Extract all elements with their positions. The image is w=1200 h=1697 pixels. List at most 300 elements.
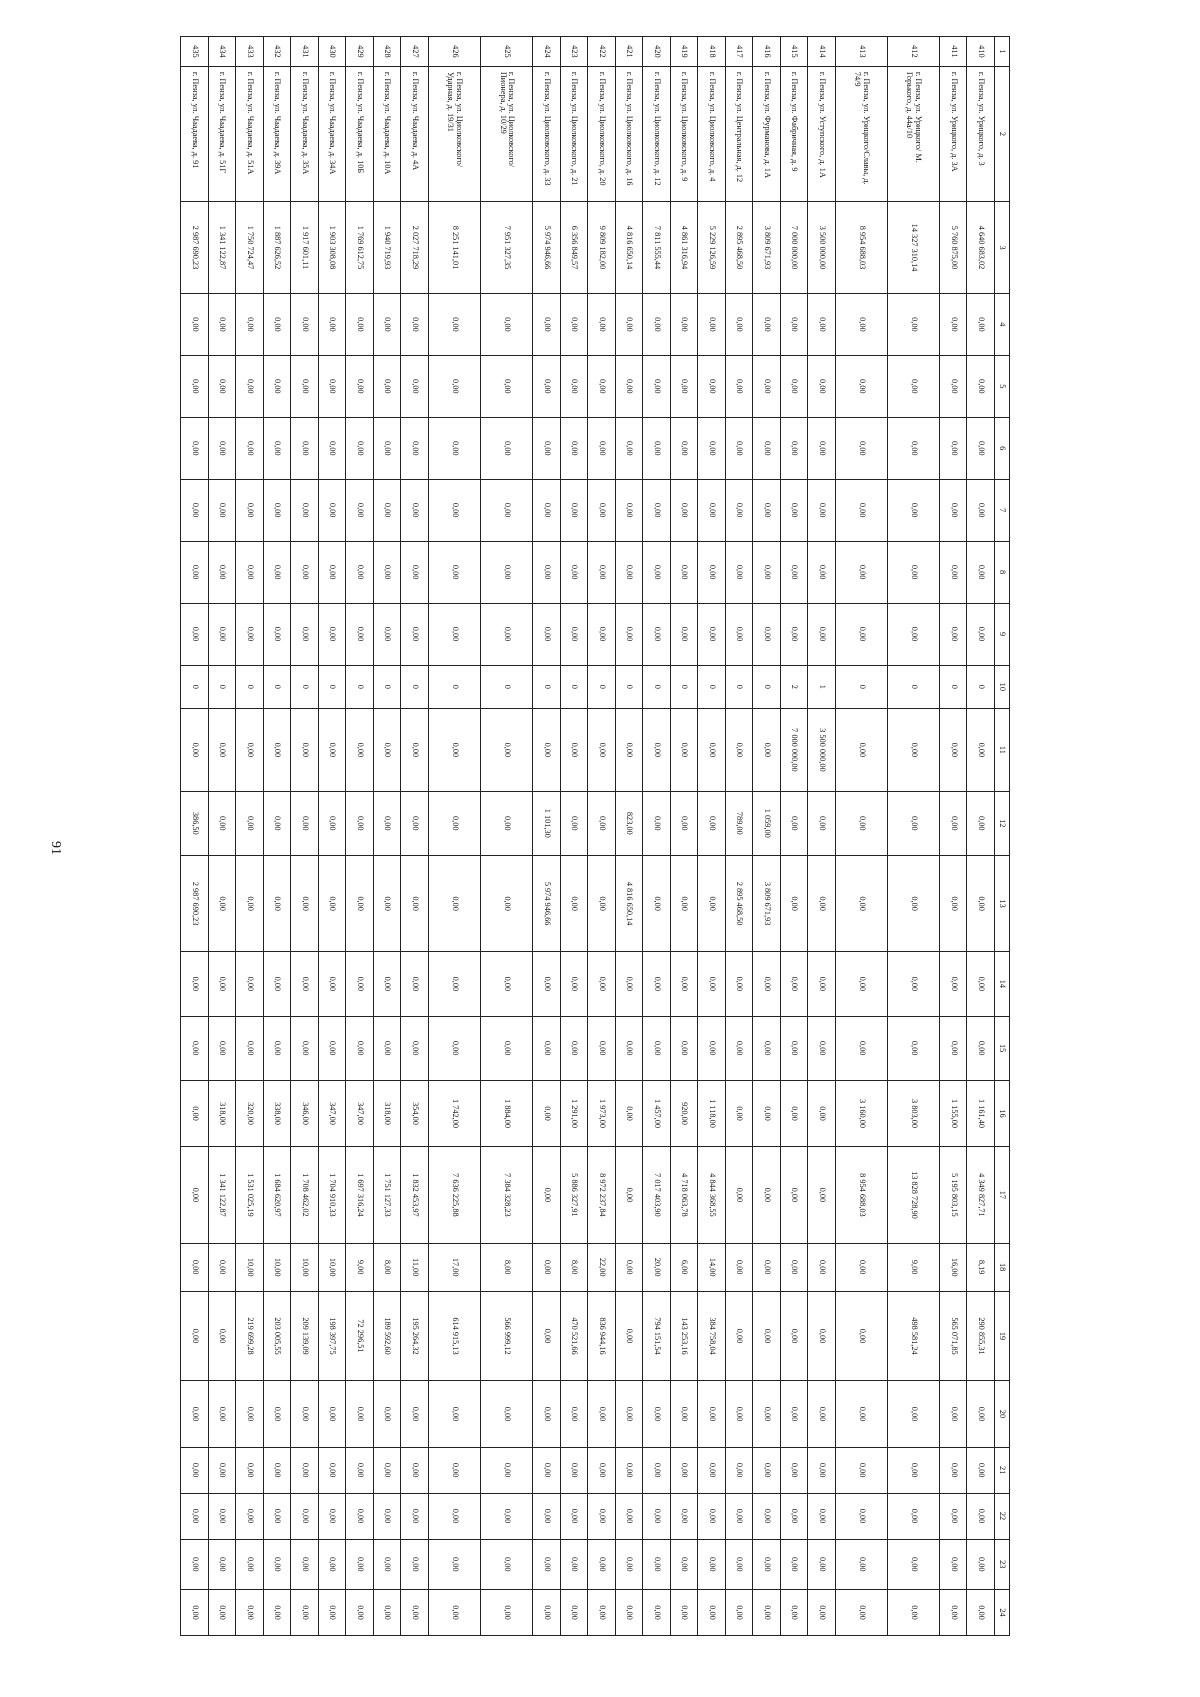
row-number-cell: 429 — [346, 37, 374, 67]
value-cell: 0,00 — [401, 1589, 429, 1635]
value-cell: 1 118,00 — [698, 1080, 726, 1147]
value-cell: 0,00 — [698, 952, 726, 1016]
value-cell: 0,00 — [698, 293, 726, 355]
value-cell: 0,00 — [346, 541, 374, 603]
value-cell: 0 — [428, 665, 480, 709]
value-cell: 0,00 — [263, 417, 291, 479]
value-cell: 0,00 — [236, 355, 264, 417]
value-cell: 0,00 — [835, 355, 887, 417]
value-cell: 0,00 — [835, 1539, 887, 1589]
value-cell: 0,00 — [967, 855, 995, 951]
value-cell: 1 704 910,33 — [318, 1147, 346, 1243]
address-cell: г. Пенза, ул. Фабричная, д. 9 — [780, 66, 808, 201]
value-cell: 0,00 — [208, 1291, 236, 1380]
column-header: 5 — [995, 355, 1010, 417]
value-cell: 0,00 — [753, 1539, 781, 1589]
value-cell: 10,00 — [318, 1243, 346, 1291]
value-cell: 0,00 — [940, 417, 968, 479]
value-cell: 1 917 601,11 — [291, 202, 319, 294]
value-cell: 0,00 — [780, 541, 808, 603]
value-cell: 0,00 — [263, 293, 291, 355]
value-cell: 0,00 — [373, 1381, 401, 1448]
value-cell: 0,00 — [480, 1589, 532, 1635]
value-cell: 0,00 — [725, 1243, 753, 1291]
column-header: 18 — [995, 1243, 1010, 1291]
value-cell: 20,00 — [643, 1243, 671, 1291]
value-cell: 0,00 — [588, 541, 616, 603]
value-cell: 5 974 946,66 — [533, 855, 561, 951]
value-cell: 0,00 — [753, 1381, 781, 1448]
address-cell: г. Пенза, ул. Циолковского/ Ударная, д. 19/31 — [428, 66, 480, 201]
value-cell: 0 — [373, 665, 401, 709]
value-cell: 0,00 — [480, 791, 532, 855]
column-header: 22 — [995, 1493, 1010, 1539]
value-cell: 565 071,85 — [940, 1291, 968, 1380]
value-cell: 0,00 — [753, 1243, 781, 1291]
value-cell: 0,00 — [533, 1589, 561, 1635]
value-cell: 0,00 — [808, 1016, 836, 1080]
value-cell: 0,00 — [780, 952, 808, 1016]
value-cell: 0,00 — [615, 1080, 643, 1147]
value-cell: 4 844 368,55 — [698, 1147, 726, 1243]
value-cell: 0,00 — [643, 855, 671, 951]
value-cell: 0,00 — [346, 1381, 374, 1448]
value-cell: 0,00 — [480, 855, 532, 951]
value-cell: 0,00 — [725, 541, 753, 603]
value-cell: 4 816 650,14 — [615, 202, 643, 294]
value-cell: 0,00 — [428, 791, 480, 855]
table-row — [780, 37, 808, 1636]
table-row — [670, 37, 698, 1636]
value-cell: 0,00 — [318, 479, 346, 541]
value-cell: 0,00 — [208, 293, 236, 355]
value-cell: 0 — [480, 665, 532, 709]
address-cell: г. Пенза, ул. Циолковского, д. 12 — [643, 66, 671, 201]
value-cell: 1 751 127,33 — [373, 1147, 401, 1243]
value-cell: 0,00 — [291, 1589, 319, 1635]
value-cell: 0,00 — [480, 1381, 532, 1448]
value-cell: 0,00 — [808, 417, 836, 479]
address-cell: г. Пенза, ул. Урицкого, д. 3А — [940, 66, 968, 201]
value-cell: 0,00 — [808, 1589, 836, 1635]
value-cell: 318,00 — [373, 1080, 401, 1147]
value-cell: 0,00 — [373, 293, 401, 355]
value-cell: 0,00 — [780, 293, 808, 355]
value-cell: 0,00 — [588, 709, 616, 792]
row-number-cell: 417 — [725, 37, 753, 67]
value-cell: 0 — [835, 665, 887, 709]
row-number-cell: 418 — [698, 37, 726, 67]
value-cell: 0,00 — [181, 1243, 209, 1291]
value-cell: 1 161,40 — [967, 1080, 995, 1147]
value-cell: 0,00 — [588, 1016, 616, 1080]
value-cell: 0,00 — [236, 1447, 264, 1493]
value-cell: 0,00 — [643, 1381, 671, 1448]
value-cell: 0,00 — [887, 479, 939, 541]
value-cell: 0,00 — [346, 791, 374, 855]
value-cell: 0,00 — [263, 479, 291, 541]
value-cell: 0,00 — [560, 1493, 588, 1539]
value-cell: 0,00 — [560, 417, 588, 479]
value-cell: 0,00 — [835, 1016, 887, 1080]
value-cell: 0 — [670, 665, 698, 709]
value-cell: 0,00 — [887, 1381, 939, 1448]
value-cell: 0 — [588, 665, 616, 709]
value-cell: 203 005,55 — [263, 1291, 291, 1380]
value-cell: 1 742,00 — [428, 1080, 480, 1147]
value-cell: 0,00 — [533, 1447, 561, 1493]
value-cell: 0,00 — [236, 541, 264, 603]
value-cell: 143 253,16 — [670, 1291, 698, 1380]
value-cell: 0,00 — [480, 355, 532, 417]
value-cell: 0,00 — [940, 293, 968, 355]
value-cell: 0,00 — [588, 1381, 616, 1448]
value-cell: 0,00 — [780, 1493, 808, 1539]
value-cell: 0,00 — [373, 791, 401, 855]
value-cell: 7 000 000,00 — [780, 709, 808, 792]
value-cell: 0,00 — [318, 1539, 346, 1589]
value-cell: 0,00 — [428, 855, 480, 951]
value-cell: 0,00 — [698, 355, 726, 417]
value-cell: 0,00 — [236, 709, 264, 792]
value-cell: 0,00 — [428, 1016, 480, 1080]
value-cell: 0,00 — [615, 1539, 643, 1589]
address-cell: г. Пенза, ул. Циолковского, д. 4 — [698, 66, 726, 201]
column-header: 11 — [995, 709, 1010, 792]
value-cell: 0,00 — [643, 1493, 671, 1539]
value-cell: 0,00 — [940, 1493, 968, 1539]
value-cell: 0,00 — [401, 952, 429, 1016]
value-cell: 0,00 — [615, 952, 643, 1016]
value-cell: 0,00 — [670, 293, 698, 355]
value-cell: 823,00 — [615, 791, 643, 855]
value-cell: 0,00 — [780, 1381, 808, 1448]
value-cell: 0,00 — [208, 952, 236, 1016]
table-body — [181, 37, 995, 1636]
value-cell: 0,00 — [808, 1539, 836, 1589]
value-cell: 0,00 — [887, 603, 939, 665]
value-cell: 0,00 — [780, 1447, 808, 1493]
value-cell: 0,00 — [346, 1539, 374, 1589]
value-cell: 0,00 — [615, 355, 643, 417]
value-cell: 1 341 122,87 — [208, 202, 236, 294]
value-cell: 0,00 — [835, 479, 887, 541]
value-cell: 0,00 — [318, 709, 346, 792]
address-cell: г. Пенза, ул. Циолковского, д. 9 — [670, 66, 698, 201]
row-number-cell: 424 — [533, 37, 561, 67]
table-row — [428, 37, 480, 1636]
value-cell: 0,00 — [263, 541, 291, 603]
column-header: 12 — [995, 791, 1010, 855]
value-cell: 0,00 — [373, 355, 401, 417]
value-cell: 7 000 000,00 — [780, 202, 808, 294]
value-cell: 0 — [346, 665, 374, 709]
value-cell: 0,00 — [428, 1493, 480, 1539]
value-cell: 0 — [643, 665, 671, 709]
value-cell: 0,00 — [780, 479, 808, 541]
value-cell: 0,00 — [346, 952, 374, 1016]
value-cell: 0,00 — [428, 541, 480, 603]
value-cell: 10,00 — [236, 1243, 264, 1291]
value-cell: 0,00 — [588, 479, 616, 541]
value-cell: 0,00 — [808, 855, 836, 951]
value-cell: 789,00 — [725, 791, 753, 855]
value-cell: 0,00 — [615, 479, 643, 541]
value-cell: 0,00 — [588, 1493, 616, 1539]
value-cell: 0,00 — [887, 709, 939, 792]
value-cell: 0,00 — [615, 1243, 643, 1291]
value-cell: 14,00 — [698, 1243, 726, 1291]
value-cell: 0,00 — [373, 952, 401, 1016]
value-cell: 0,00 — [808, 1147, 836, 1243]
value-cell: 0,00 — [560, 1589, 588, 1635]
value-cell: 0,00 — [318, 1447, 346, 1493]
row-number-cell: 413 — [835, 37, 887, 67]
value-cell: 0 — [401, 665, 429, 709]
value-cell: 0,00 — [670, 417, 698, 479]
value-cell: 2 987 690,23 — [181, 855, 209, 951]
value-cell: 0,00 — [373, 1589, 401, 1635]
value-cell: 0,00 — [808, 603, 836, 665]
value-cell: 354,00 — [401, 1080, 429, 1147]
value-cell: 0,00 — [780, 1080, 808, 1147]
value-cell: 0,00 — [808, 1291, 836, 1380]
row-number-cell: 435 — [181, 37, 209, 67]
value-cell: 0,00 — [560, 709, 588, 792]
value-cell: 0,00 — [208, 479, 236, 541]
value-cell: 0,00 — [753, 1016, 781, 1080]
value-cell: 0,00 — [533, 1147, 561, 1243]
value-cell: 0,00 — [615, 1589, 643, 1635]
value-cell: 0,00 — [263, 1539, 291, 1589]
row-number-cell: 433 — [236, 37, 264, 67]
value-cell: 0,00 — [533, 603, 561, 665]
address-cell: г. Пенза, ул. Чаадаева, д. 4А — [401, 66, 429, 201]
value-cell: 0,00 — [887, 355, 939, 417]
value-cell: 0,00 — [263, 1447, 291, 1493]
value-cell: 0,00 — [480, 293, 532, 355]
value-cell: 0,00 — [401, 1381, 429, 1448]
address-cell: г. Пенза, ул. Циолковского, д. 20 — [588, 66, 616, 201]
value-cell: 0,00 — [670, 1447, 698, 1493]
value-cell: 22,00 — [588, 1243, 616, 1291]
value-cell: 0,00 — [291, 1493, 319, 1539]
row-number-cell: 432 — [263, 37, 291, 67]
value-cell: 0,00 — [940, 709, 968, 792]
value-cell: 0,00 — [753, 709, 781, 792]
value-cell: 0,00 — [318, 541, 346, 603]
value-cell: 0,00 — [643, 1016, 671, 1080]
value-cell: 0,00 — [725, 1447, 753, 1493]
repair-cost-table — [180, 36, 1010, 1636]
value-cell: 0,00 — [428, 417, 480, 479]
value-cell: 0,00 — [560, 479, 588, 541]
row-number-cell: 430 — [318, 37, 346, 67]
table-row — [940, 37, 968, 1636]
value-cell: 0,00 — [480, 1539, 532, 1589]
value-cell: 0,00 — [725, 1589, 753, 1635]
value-cell: 0,00 — [533, 479, 561, 541]
value-cell: 0,00 — [698, 709, 726, 792]
value-cell: 0,00 — [236, 952, 264, 1016]
value-cell: 4 349 827,71 — [967, 1147, 995, 1243]
value-cell: 794 151,54 — [643, 1291, 671, 1380]
value-cell: 0,00 — [753, 603, 781, 665]
value-cell: 0,00 — [346, 355, 374, 417]
value-cell: 0,00 — [615, 1493, 643, 1539]
value-cell: 8 954 688,03 — [835, 202, 887, 294]
value-cell: 1 457,00 — [643, 1080, 671, 1147]
value-cell: 0,00 — [967, 355, 995, 417]
row-number-cell: 422 — [588, 37, 616, 67]
value-cell: 0,00 — [181, 1080, 209, 1147]
value-cell: 0,00 — [615, 1381, 643, 1448]
value-cell: 1 531 025,19 — [236, 1147, 264, 1243]
value-cell: 0,00 — [401, 603, 429, 665]
value-cell: 0,00 — [401, 1016, 429, 1080]
value-cell: 384 758,04 — [698, 1291, 726, 1380]
value-cell: 0,00 — [670, 952, 698, 1016]
value-cell: 0,00 — [428, 1381, 480, 1448]
value-cell: 0,00 — [588, 1589, 616, 1635]
value-cell: 0,00 — [753, 1589, 781, 1635]
value-cell: 0,00 — [940, 791, 968, 855]
value-cell: 0,00 — [780, 1291, 808, 1380]
column-header: 4 — [995, 293, 1010, 355]
value-cell: 0,00 — [428, 479, 480, 541]
value-cell: 0,00 — [236, 791, 264, 855]
value-cell: 0,00 — [835, 293, 887, 355]
address-cell: г. Пенза, ул. Урицкого/ М. Горького, д. 44а/10 — [887, 66, 939, 201]
value-cell: 0,00 — [373, 541, 401, 603]
value-cell: 0,00 — [835, 1291, 887, 1380]
value-cell: 0,00 — [291, 952, 319, 1016]
value-cell: 0,00 — [887, 952, 939, 1016]
value-cell: 0 — [533, 665, 561, 709]
table-row — [588, 37, 616, 1636]
value-cell: 0,00 — [560, 1016, 588, 1080]
value-cell: 0,00 — [318, 791, 346, 855]
table-row — [263, 37, 291, 1636]
row-number-cell: 411 — [940, 37, 968, 67]
value-cell: 0,00 — [808, 1381, 836, 1448]
value-cell: 0,00 — [480, 1493, 532, 1539]
value-cell: 1 750 724,47 — [236, 202, 264, 294]
value-cell: 0,00 — [346, 293, 374, 355]
value-cell: 0 — [887, 665, 939, 709]
value-cell: 0,00 — [940, 541, 968, 603]
value-cell: 0,00 — [940, 355, 968, 417]
value-cell: 0,00 — [887, 855, 939, 951]
value-cell: 0,00 — [670, 1381, 698, 1448]
value-cell: 0,00 — [263, 855, 291, 951]
rotated-table-container — [180, 36, 1010, 1636]
value-cell: 0,00 — [780, 1539, 808, 1589]
value-cell: 0 — [181, 665, 209, 709]
value-cell: 0,00 — [560, 603, 588, 665]
column-header: 2 — [995, 66, 1010, 201]
value-cell: 3 500 000,00 — [808, 709, 836, 792]
value-cell: 6,00 — [670, 1243, 698, 1291]
value-cell: 0,00 — [401, 855, 429, 951]
value-cell: 0,00 — [181, 1589, 209, 1635]
value-cell: 0,00 — [401, 479, 429, 541]
value-cell: 1 903 308,08 — [318, 202, 346, 294]
row-number-cell: 416 — [753, 37, 781, 67]
value-cell: 836 944,16 — [588, 1291, 616, 1380]
value-cell: 1 708 462,02 — [291, 1147, 319, 1243]
value-cell: 0,00 — [401, 1493, 429, 1539]
value-cell: 0,00 — [181, 1016, 209, 1080]
value-cell: 0,00 — [780, 1243, 808, 1291]
value-cell: 0,00 — [318, 1016, 346, 1080]
value-cell: 0,00 — [181, 603, 209, 665]
value-cell: 0,00 — [291, 293, 319, 355]
table-row — [967, 37, 995, 1636]
table-row — [208, 37, 236, 1636]
value-cell: 7 017 403,90 — [643, 1147, 671, 1243]
value-cell: 0,00 — [698, 1447, 726, 1493]
value-cell: 16,00 — [940, 1243, 968, 1291]
value-cell: 0,00 — [887, 791, 939, 855]
column-header: 23 — [995, 1539, 1010, 1589]
value-cell: 0,00 — [725, 709, 753, 792]
value-cell: 0,00 — [780, 417, 808, 479]
value-cell: 0,00 — [967, 952, 995, 1016]
value-cell: 0,00 — [808, 479, 836, 541]
value-cell: 0,00 — [615, 293, 643, 355]
table-row — [615, 37, 643, 1636]
value-cell: 0,00 — [480, 1016, 532, 1080]
value-cell: 0,00 — [401, 1447, 429, 1493]
value-cell: 3 500 000,00 — [808, 202, 836, 294]
value-cell: 0,00 — [940, 479, 968, 541]
value-cell: 11,00 — [401, 1243, 429, 1291]
value-cell: 0,00 — [428, 952, 480, 1016]
value-cell: 0,00 — [615, 1447, 643, 1493]
value-cell: 0,00 — [967, 293, 995, 355]
value-cell: 0,00 — [967, 1447, 995, 1493]
value-cell: 0,00 — [967, 479, 995, 541]
value-cell: 0,00 — [533, 417, 561, 479]
address-cell: г. Пенза, ул. Чаадаева, д. 51Г — [208, 66, 236, 201]
value-cell: 1 — [808, 665, 836, 709]
value-cell: 72 296,51 — [346, 1291, 374, 1380]
value-cell: 0,00 — [428, 293, 480, 355]
value-cell: 0,00 — [208, 417, 236, 479]
value-cell: 0,00 — [808, 541, 836, 603]
value-cell: 0,00 — [698, 603, 726, 665]
value-cell: 0,00 — [670, 855, 698, 951]
value-cell: 0,00 — [560, 541, 588, 603]
value-cell: 0,00 — [940, 855, 968, 951]
value-cell: 0,00 — [835, 855, 887, 951]
value-cell: 0,00 — [967, 417, 995, 479]
value-cell: 0,00 — [373, 603, 401, 665]
value-cell: 0,00 — [808, 1080, 836, 1147]
value-cell: 0,00 — [263, 791, 291, 855]
column-header: 19 — [995, 1291, 1010, 1380]
value-cell: 0,00 — [533, 355, 561, 417]
value-cell: 8,19 — [967, 1243, 995, 1291]
value-cell: 0,00 — [373, 855, 401, 951]
table-row — [808, 37, 836, 1636]
value-cell: 0,00 — [967, 603, 995, 665]
address-cell: г. Пенза, ул. Чаадаева, д. 10Б — [346, 66, 374, 201]
value-cell: 3 809 671,93 — [753, 855, 781, 951]
value-cell: 566 999,12 — [480, 1291, 532, 1380]
value-cell: 0,00 — [780, 791, 808, 855]
